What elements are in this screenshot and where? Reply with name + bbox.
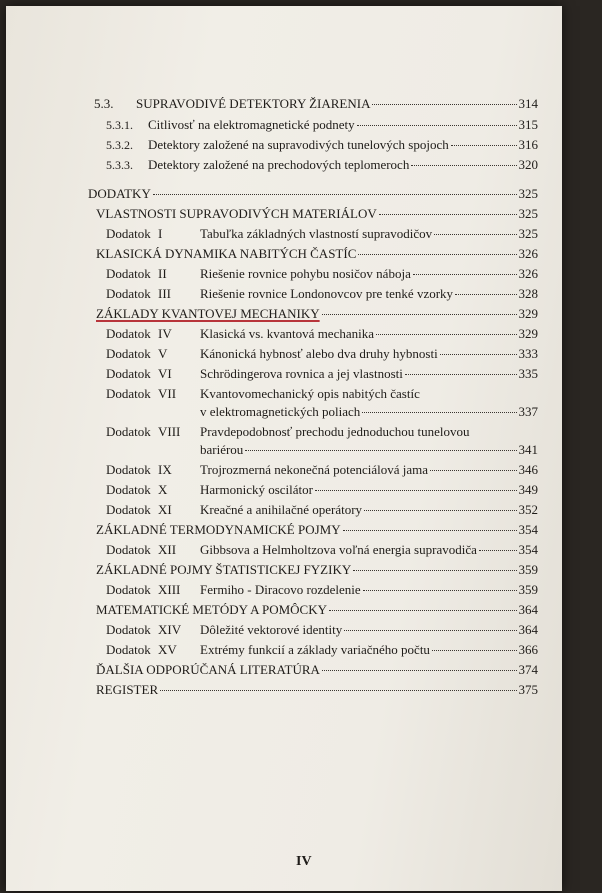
- appendix-word: Dodatok: [106, 642, 151, 657]
- toc-entry-appendix: [106, 424, 538, 440]
- toc-entry-appendix: [106, 542, 538, 558]
- group-title: KLASICKÁ DYNAMIKA NABITÝCH ČASTÍC: [96, 246, 357, 261]
- leader-dots: [245, 450, 516, 451]
- section-title: SUPRAVODIVÉ DETEKTORY ŽIARENIA: [136, 96, 371, 111]
- toc-entry-subsection: [106, 137, 538, 153]
- appendix-title: Harmonický oscilátor: [200, 482, 313, 497]
- part-title: ĎALŠIA ODPORÚČANÁ LITERATÚRA: [96, 662, 320, 677]
- leader-dots: [353, 570, 516, 571]
- appendix-word: Dodatok: [106, 462, 151, 477]
- appendix-title: Trojrozmerná nekonečná potenciálová jama: [200, 462, 429, 477]
- appendix-roman: VII: [158, 386, 177, 401]
- appendix-title: Kvantovomechanický opis nabitých častíc: [200, 386, 420, 401]
- subsection-number: 5.3.3.: [106, 158, 133, 172]
- toc-entry-appendix: [106, 502, 538, 518]
- appendix-word: Dodatok: [106, 542, 151, 557]
- appendix-title: Riešenie rovnice pohybu nosičov náboja: [200, 266, 411, 281]
- page-number: IV: [296, 854, 312, 869]
- appendix-roman: XV: [158, 642, 177, 657]
- page-ref: 375: [518, 682, 538, 697]
- toc-entry-continuation: [200, 442, 538, 458]
- page-ref: 359: [518, 562, 538, 577]
- appendix-title: Fermiho - Diracovo rozdelenie: [200, 582, 361, 597]
- appendix-word: Dodatok: [106, 386, 151, 401]
- leader-dots: [379, 214, 517, 215]
- page-ref: 337: [518, 404, 538, 419]
- appendix-word: Dodatok: [106, 346, 151, 361]
- page-ref: 374: [518, 662, 538, 677]
- appendix-title: Tabuľka základných vlastností supravodičov: [200, 226, 433, 241]
- leader-dots: [362, 412, 516, 413]
- part-title: DODATKY: [88, 186, 151, 201]
- appendix-word: Dodatok: [106, 286, 151, 301]
- appendix-roman: V: [158, 346, 168, 361]
- leader-dots: [440, 354, 517, 355]
- toc-entry-subsection: [106, 157, 538, 173]
- page-ref: 364: [518, 622, 538, 637]
- toc-entry-group: [96, 246, 538, 262]
- leader-dots: [364, 510, 516, 511]
- appendix-roman: XIV: [158, 622, 182, 637]
- toc-entry-subsection: [106, 117, 538, 133]
- leader-dots: [344, 630, 516, 631]
- toc-entry-appendix: [106, 226, 538, 242]
- toc-entry-further-reading: [96, 662, 538, 678]
- toc-entry-group: [96, 306, 538, 322]
- appendix-roman: XIII: [158, 582, 181, 597]
- leader-dots: [329, 610, 516, 611]
- toc-entry-appendix: [106, 266, 538, 282]
- appendix-title: Riešenie rovnice Londonovcov pre tenké vzorky: [200, 286, 454, 301]
- appendix-roman: IX: [158, 462, 172, 477]
- leader-dots: [434, 234, 516, 235]
- appendix-word: Dodatok: [106, 482, 151, 497]
- leader-dots: [160, 690, 516, 691]
- toc-entry-appendix: [106, 622, 538, 638]
- toc-entry-continuation: [200, 404, 538, 420]
- page-ref: 352: [518, 502, 538, 517]
- leader-dots: [343, 530, 517, 531]
- leader-dots: [376, 334, 517, 335]
- leader-dots: [411, 165, 516, 166]
- toc-entry-appendix: [106, 482, 538, 498]
- leader-dots: [455, 294, 516, 295]
- page-ref: 349: [518, 482, 538, 497]
- page-ref: 320: [518, 157, 538, 172]
- page-ref: 316: [518, 137, 538, 152]
- toc-entry-group: [96, 206, 538, 222]
- leader-dots: [357, 125, 517, 126]
- page-ref: 335: [518, 366, 538, 381]
- toc-entry-appendix: [106, 346, 538, 362]
- toc-entry-appendix: [106, 326, 538, 342]
- leader-dots: [153, 194, 517, 195]
- subsection-title: Detektory založené na prechodových teplomeroch: [148, 157, 410, 172]
- leader-dots: [322, 314, 517, 315]
- toc-entry-appendix: [106, 582, 538, 598]
- leader-dots: [451, 145, 517, 146]
- page-ref: 341: [518, 442, 538, 457]
- page-ref: 326: [518, 266, 538, 281]
- leader-dots: [479, 550, 517, 551]
- toc-entry-appendix: [106, 462, 538, 478]
- page-ref: 315: [518, 117, 538, 132]
- appendix-word: Dodatok: [106, 226, 151, 241]
- appendix-roman: I: [158, 226, 163, 241]
- appendix-title: Extrémy funkcií a základy variačného počtu: [200, 642, 430, 657]
- appendix-word: Dodatok: [106, 266, 151, 281]
- part-title: REGISTER: [96, 682, 159, 697]
- toc-entry-group: [96, 602, 538, 618]
- appendix-title-continued: bariérou: [200, 442, 244, 457]
- appendix-word: Dodatok: [106, 582, 151, 597]
- leader-dots: [363, 590, 517, 591]
- appendix-word: Dodatok: [106, 326, 151, 341]
- leader-dots: [315, 490, 517, 491]
- appendix-roman: X: [158, 482, 168, 497]
- leader-dots: [413, 274, 517, 275]
- toc-entry-appendix: [106, 386, 538, 402]
- page-ref: 354: [518, 522, 538, 537]
- toc-entry-register: [96, 682, 538, 698]
- appendix-roman: II: [158, 266, 167, 281]
- appendix-roman: XII: [158, 542, 177, 557]
- appendix-title: Klasická vs. kvantová mechanika: [200, 326, 374, 341]
- appendix-title: Dôležité vektorové identity: [200, 622, 343, 637]
- leader-dots: [358, 254, 516, 255]
- subsection-title: Citlivosť na elektromagnetické podnety: [148, 117, 355, 132]
- appendix-roman: XI: [158, 502, 172, 517]
- leader-dots: [322, 670, 517, 671]
- page-ref: 364: [518, 602, 538, 617]
- appendix-title: Gibbsova a Helmholtzova voľná energia supravodiča: [200, 542, 477, 557]
- appendix-roman: VIII: [158, 424, 181, 439]
- appendix-title: Pravdepodobnosť prechodu jednoduchou tunelovou: [200, 424, 470, 439]
- appendix-roman: III: [158, 286, 171, 301]
- group-title: MATEMATICKÉ METÓDY A POMÔCKY: [96, 602, 328, 617]
- group-title: ZÁKLADY KVANTOVEJ MECHANIKY: [96, 306, 320, 321]
- group-title: ZÁKLADNÉ TERMODYNAMICKÉ POJMY: [96, 522, 341, 537]
- page-ref: 326: [518, 246, 538, 261]
- appendix-roman: VI: [158, 366, 172, 381]
- subsection-title: Detektory založené na supravodivých tunelových spojoch: [148, 137, 449, 152]
- leader-dots: [430, 470, 516, 471]
- page-ref: 325: [518, 226, 538, 241]
- leader-dots: [405, 374, 517, 375]
- toc-entry-appendix: [106, 366, 538, 382]
- leader-dots: [432, 650, 517, 651]
- appendix-word: Dodatok: [106, 424, 151, 439]
- toc-entry-group: [96, 522, 538, 538]
- page-ref: 328: [518, 286, 538, 301]
- toc-entry-appendix: [106, 286, 538, 302]
- appendix-title: Schrödingerova rovnica a jej vlastnosti: [200, 366, 403, 381]
- page-ref: 366: [518, 642, 538, 657]
- page-ref: 325: [518, 206, 538, 221]
- appendix-word: Dodatok: [106, 366, 151, 381]
- page-ref: 333: [518, 346, 538, 361]
- page-ref: 359: [518, 582, 538, 597]
- appendix-word: Dodatok: [106, 502, 151, 517]
- page-ref: 346: [518, 462, 538, 477]
- appendix-word: Dodatok: [106, 622, 151, 637]
- leader-dots: [372, 104, 516, 105]
- book-page: [6, 6, 562, 891]
- toc-entry-group: [96, 562, 538, 578]
- page-ref: 325: [518, 186, 538, 201]
- appendix-title: Kánonická hybnosť alebo dva druhy hybnosti: [200, 346, 438, 361]
- page-ref: 354: [518, 542, 538, 557]
- appendix-title-continued: v elektromagnetických poliach: [200, 404, 361, 419]
- subsection-number: 5.3.2.: [106, 138, 133, 152]
- toc-entry-appendix: [106, 642, 538, 658]
- toc-entry-section: [94, 96, 538, 112]
- subsection-number: 5.3.1.: [106, 118, 133, 132]
- page-ref: 329: [518, 306, 538, 321]
- section-number: 5.3.: [94, 96, 114, 111]
- group-title: ZÁKLADNÉ POJMY ŠTATISTICKEJ FYZIKY: [96, 562, 352, 577]
- group-title: VLASTNOSTI SUPRAVODIVÝCH MATERIÁLOV: [96, 206, 377, 221]
- appendix-title: Kreačné a anihilačné operátory: [200, 502, 363, 517]
- table-of-contents: [6, 6, 562, 891]
- page-ref: 314: [518, 96, 538, 111]
- page-ref: 329: [518, 326, 538, 341]
- appendix-roman: IV: [158, 326, 172, 341]
- toc-entry-dodatky: [88, 186, 538, 202]
